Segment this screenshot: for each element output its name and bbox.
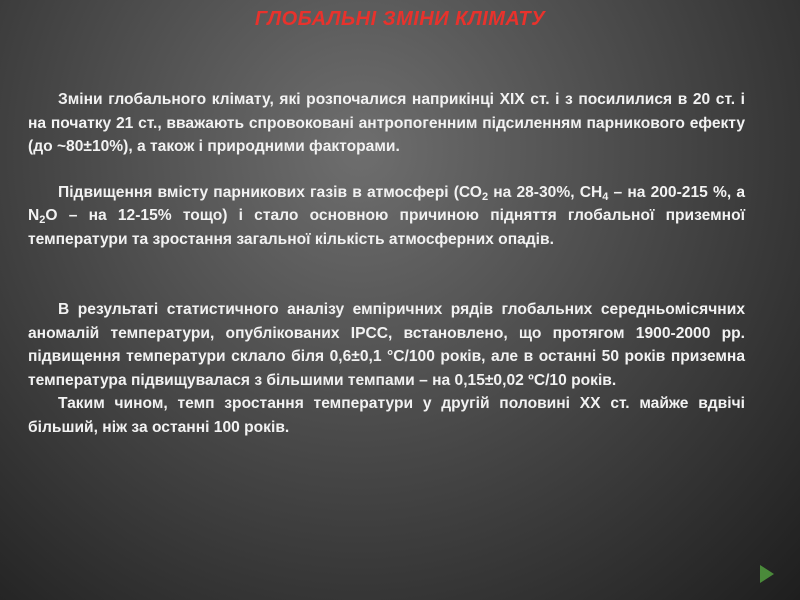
next-slide-arrow-icon[interactable] [760, 565, 774, 583]
subscript: 2 [481, 190, 489, 203]
slide-title: ГЛОБАЛЬНІ ЗМІНИ КЛІМАТУ [254, 8, 546, 30]
text-fragment: Підвищення вмісту парникових газів в атмосфері (СО [58, 183, 482, 201]
subscript: 4 [602, 190, 609, 203]
text-fragment: на 28-30%, СН [488, 183, 603, 201]
text-fragment: – на 200-215 %, а N [28, 183, 745, 224]
subscript: 2 [39, 214, 46, 226]
paragraph-climate-change: Зміни глобального клімату, які розпочалися наприкінці XIX ст. і з посилилися в 20 ст. і на початку 21 ст., вважають спровоковані антропогенним підсиленням парникового ефекту (до ~80±10%), а також і природними факторами. [28, 91, 745, 155]
paragraph-conclusion: Таким чином, темп зростання температури у другій половині XX ст. майже вдвічі більший, ніж за останні 100 років. [28, 395, 745, 436]
paragraph-statistical-analysis: В результаті статистичного аналізу емпіричних рядів глобальних середньомісячних аномалій температури, опублікованих IPCC, встановлено, що протягом 1900-2000 рр. підвищення температури склало біля 0,6±0,1 °С/100 років, але в останні 50 років приземна температура підвищувалася з більшими темпами – на 0,15±0,02 ºС/10 років. [28, 301, 745, 389]
text-fragment: O – на 12-15% тощо) і стало основною причиною підняття глобальної приземної температури та зростання загальної кількість атмосферних опадів. [28, 207, 745, 248]
slide-body [28, 88, 745, 439]
paragraph-greenhouse-gases [28, 181, 745, 252]
